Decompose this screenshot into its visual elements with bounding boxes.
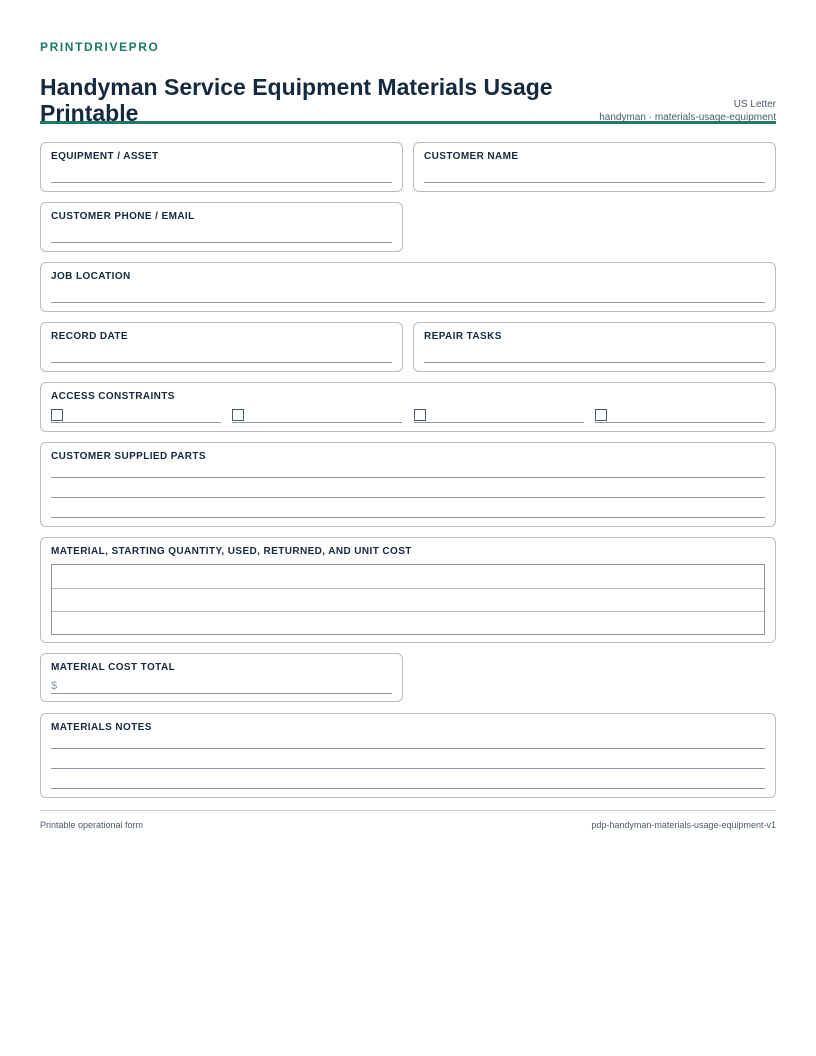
- table-row[interactable]: [52, 588, 764, 589]
- materials-notes-label: MATERIALS NOTES: [51, 722, 152, 733]
- page-title: Handyman Service Equipment Materials Usage Printable: [40, 74, 553, 126]
- customer-supplied-parts-label: CUSTOMER SUPPLIED PARTS: [51, 451, 206, 462]
- footer-caption: Printable operational form: [40, 820, 144, 830]
- job-location-field: [40, 262, 776, 312]
- equipment-asset-field: [40, 142, 403, 192]
- form-page: [40, 40, 776, 124]
- access-constraints-label: ACCESS CONSTRAINTS: [51, 391, 175, 402]
- customer-phone-email-input[interactable]: [51, 242, 392, 243]
- access-constraint-input[interactable]: [595, 422, 765, 423]
- form-id: pdp-handyman-materials-usage-equipment-v1: [591, 820, 776, 830]
- access-constraint-checkbox[interactable]: [232, 409, 244, 421]
- access-constraint-input[interactable]: [232, 422, 402, 423]
- customer-supplied-parts-line[interactable]: [51, 497, 765, 498]
- materials-table-section: [40, 537, 776, 643]
- access-constraint-checkbox[interactable]: [414, 409, 426, 421]
- record-date-label: RECORD DATE: [51, 331, 128, 342]
- access-constraint-checkbox[interactable]: [595, 409, 607, 421]
- customer-supplied-parts-line[interactable]: [51, 477, 765, 478]
- materials-table-label: MATERIAL, STARTING QUANTITY, USED, RETURNED, AND UNIT COST: [51, 546, 412, 557]
- material-cost-total-label: MATERIAL COST TOTAL: [51, 662, 176, 673]
- equipment-asset-input[interactable]: [51, 182, 392, 183]
- customer-phone-email-label: CUSTOMER PHONE / EMAIL: [51, 211, 195, 222]
- material-cost-total-input[interactable]: [51, 693, 392, 694]
- customer-name-field: [413, 142, 776, 192]
- materials-notes-line[interactable]: [51, 788, 765, 789]
- materials-notes-line[interactable]: [51, 748, 765, 749]
- customer-supplied-parts-line[interactable]: [51, 517, 765, 518]
- record-date-field: [40, 322, 403, 372]
- access-constraint-checkbox[interactable]: [51, 409, 63, 421]
- header-meta: [599, 98, 776, 124]
- customer-phone-email-field: [40, 202, 403, 252]
- materials-notes-line[interactable]: [51, 768, 765, 769]
- repair-tasks-field: [413, 322, 776, 372]
- equipment-asset-label: EQUIPMENT / ASSET: [51, 151, 159, 162]
- customer-name-input[interactable]: [424, 182, 765, 183]
- job-location-input[interactable]: [51, 302, 765, 303]
- brand-name: PRINTDRIVEPRO: [40, 40, 160, 54]
- form-slug: handyman · materials-usage-equipment: [599, 112, 776, 123]
- form-header: [40, 54, 776, 124]
- access-constraint-input[interactable]: [414, 422, 584, 423]
- materials-notes-field: [40, 713, 776, 798]
- table-row[interactable]: [52, 611, 764, 612]
- record-date-input[interactable]: [51, 362, 392, 363]
- currency-symbol: $: [51, 680, 58, 692]
- job-location-label: JOB LOCATION: [51, 271, 131, 282]
- materials-table[interactable]: [51, 564, 765, 635]
- customer-name-label: CUSTOMER NAME: [424, 151, 519, 162]
- repair-tasks-input[interactable]: [424, 362, 765, 363]
- access-constraints-field: [40, 382, 776, 432]
- customer-supplied-parts-field: [40, 442, 776, 527]
- form-footer: [40, 810, 776, 840]
- repair-tasks-label: REPAIR TASKS: [424, 331, 502, 342]
- paper-size: US Letter: [733, 99, 776, 110]
- material-cost-total-field: [40, 653, 403, 702]
- access-constraint-input[interactable]: [51, 422, 221, 423]
